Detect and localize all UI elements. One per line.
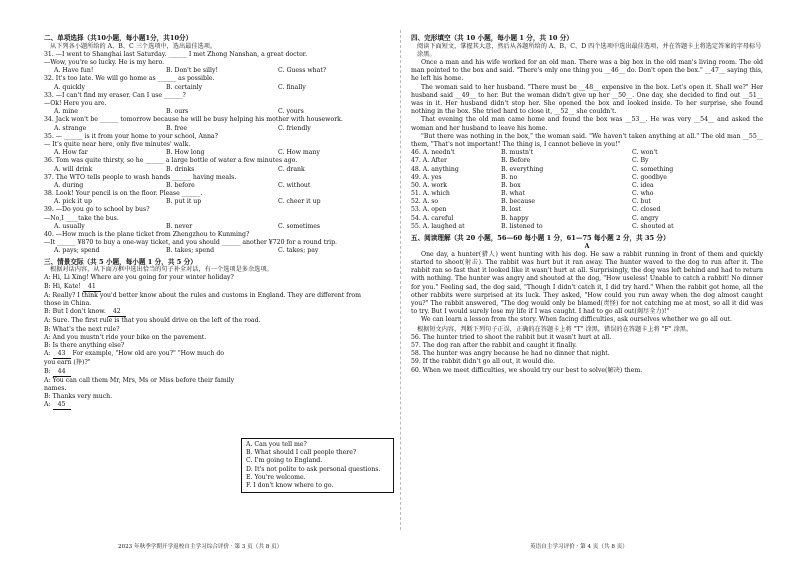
option: A. pays; spend (54, 247, 100, 255)
option: C. finally (278, 83, 306, 91)
option: C. How many (278, 149, 320, 157)
option: C. friendly (278, 124, 311, 132)
cloze-paragraph: "But there was nothing in the box," the woman said. "We haven't taken anything at all." The old man __55__ them, "That's not important! The thing is, I cannot believe in you!" (411, 132, 763, 148)
question-31-line2: —Wow, you're so lucky. He is my hero. (44, 59, 165, 67)
question-36-options (54, 166, 390, 174)
question-31-options (54, 67, 390, 75)
blank-45[interactable]: 45 (53, 401, 71, 410)
question-34-options (54, 125, 390, 133)
option: B. never (166, 222, 193, 230)
option: B. How long (166, 149, 205, 157)
cloze-paragraph: That evening the old man came home and found the box was __53__. He was very __54__ and asked the woman and her husband to leave his home. (411, 116, 763, 132)
option: C. sometimes (278, 222, 321, 230)
option: B. certainly (166, 83, 203, 91)
dialog-line: A: 45 (44, 401, 390, 410)
question-40-line1: 40. —How much is the plane ticket from Zhengzhou to Kunming? (44, 231, 250, 239)
question-37-options (54, 182, 390, 190)
dialog-line: B: 44 (44, 368, 390, 377)
dialog-line: A: Sure. The first rule is that you should drive on the left of the road. (44, 317, 261, 325)
box-option: B. What should I call people there? (246, 449, 357, 457)
box-option: A. Can you tell me? (246, 441, 307, 448)
right-page (411, 34, 763, 375)
cloze-options (411, 149, 763, 231)
box-option: C. I'm going to England. (246, 457, 323, 465)
left-footer: 2023 年秋季学期开学返校自主学习综合评价 · 第 3 页（共 8 页） (118, 543, 283, 550)
blank-44[interactable]: 44 (53, 368, 71, 377)
option: A. quickly (54, 83, 86, 91)
question-39-line2: —No,I ____take the bus. (44, 214, 119, 222)
cloze-row: 46. A. needn't B. mustn't C. won't (411, 149, 658, 157)
option: C. drank (278, 165, 305, 173)
option: C. cheer it up (278, 198, 321, 206)
question-31-line1: 31. —I went to Shanghai last Saturday. ______ I met Zhong Nanshan, a great doctor. (44, 50, 308, 58)
question-40-line2: —It ______ ¥870 to buy a one-way ticket, and you should ______ another ¥720 for a round trip. (44, 239, 338, 247)
cloze-row: 53. A. open B. lost C. closed (411, 206, 661, 214)
question-35-line2: — It's quite near here, only five minutes' walk. (44, 140, 191, 148)
cloze-row: 49. A. yes B. no C. goodbye (411, 173, 667, 181)
option: C. without (278, 181, 311, 189)
option: B. ours (166, 108, 189, 116)
option: A. Have fun! (54, 67, 94, 75)
right-footer: 英语自主学习评价 · 第 4 页（共 8 页） (530, 543, 628, 550)
cloze-row: 52. A. so B. because C. but (411, 198, 651, 206)
section-2-title: 二、单项选择（共10小题，每小题1分，共10分） (44, 34, 193, 42)
option: B. free (166, 124, 188, 132)
section-2-instructions: 从下列各小题所给的 A、B、C 三个选项中，选出最佳选项。 (50, 42, 217, 50)
question-32-options (54, 84, 390, 92)
option: A. How far (54, 149, 88, 157)
dialog-line: A: Really? I think you'd better know about the rules and customs in England. They are different from (44, 291, 362, 299)
section-4-instructions: 阅读下面短文，掌握其大意，然后从各题所给的 A、B、C、D 四个选项中选出最佳选项，并在答题卡上将选定答案的字母标号涂黑。 (417, 42, 762, 58)
option: B. before (166, 181, 195, 189)
question-35-options (54, 149, 390, 157)
dialog-line: B: What's the next rule? (44, 325, 120, 333)
dialog-line: B: Hi, Kate! 41 (44, 283, 390, 292)
box-option: D. It's not polite to ask personal questions. (246, 465, 381, 473)
question-39-line1: 39. —Do you go to school by bus? (44, 206, 150, 214)
section-3-instructions: 根据对话内容，从下面方框中选出恰当的句子补全对话，有一个选项是多余选项。 (50, 266, 273, 274)
cloze-paragraph: Once a man and his wife worked for an old man. There was a big box in the old man's living room. The old man pointed to the box and said. "There's only one thing you __46__ do. Don't open the box." __47__ saying this, he left his home. (411, 59, 763, 83)
question-40-options (54, 247, 390, 255)
question-38: 38. Look! Your pencil is on the floor. Please ______. (44, 190, 203, 198)
dialog-line: B: Is there anything else? (44, 341, 125, 349)
page-divider (400, 30, 401, 530)
option: C. Guess what? (278, 67, 327, 75)
dialog-line: those in China. (44, 300, 92, 308)
question-37: 37. The WTO tells people to wash hands ______ having meals. (44, 173, 237, 181)
option: A. strange (54, 124, 87, 132)
tf-statement: 57. The dog ran after the rabbit and caught it finally. (411, 341, 577, 349)
option: C. takes; pay (278, 247, 319, 255)
question-33-line2: —Ok! Here you are. (44, 100, 107, 108)
question-36: 36. Tom was quite thirsty, so he ______ a large bottle of water a few minutes ago. (44, 157, 298, 165)
dialog-line: names. (44, 384, 67, 392)
dialog-line: A: And you mustn't ride your bike on the pavement. (44, 333, 207, 341)
section-4-title: 四、完形填空（共 10 小题，每小题 1 分，共 10 分） (411, 34, 573, 42)
option: B. takes; spend (166, 247, 215, 255)
option: A. usually (54, 222, 85, 230)
question-35-line1: 35. — ______ is it from your home to your school, Anna? (44, 132, 218, 140)
blank-42[interactable]: 42 (108, 308, 126, 317)
dialog-line: A: You can call them Mr, Mrs, Ms or Miss before their family (44, 376, 235, 384)
option: A. during (54, 181, 84, 189)
story-paragraph: We can learn a lesson from the story. When facing difficulties, ask ourselves whether we go all out. (421, 316, 733, 324)
cloze-row: 51. A. which B. what C. who (411, 190, 654, 198)
question-33-options (54, 108, 390, 116)
question-32: 32. It's too late. We will go home as ______ as possible. (44, 75, 215, 83)
question-38-options (54, 198, 390, 206)
dialog-line: B: But I don't know. 42 (44, 308, 390, 317)
story-paragraph: One day, a hunter(猎人) went hunting with his dog. He saw a rabbit running in front of them and quickly started to shoot(射击). The rabbit was hurt but it ran away. The hunter waved to the dog to run after it. The rabbit ran so fast that it looked like it wasn't hurt at all. Surprisingly, the dog was left behind and had to return with nothing. The hunter was angry and shouted at the dog, "How useless! Unable to catch a rabbit! No dinner for you." Feeling sad, the dog said, "Though I didn't catch it, I did try hard." When the rabbit got home, all the other rabbits were surprised at its luck. They asked, "How could you run away when the dog almost caught you?" The rabbit answered, "The dog would only be blamed(责怪) for not catching me at most, so all it did was to try. But I would surely lose my life if I was caught. I had to go all out(竭尽全力)!" (411, 250, 763, 316)
option: B. Don't be silly! (166, 67, 218, 75)
section-3-title: 三、情景交际（共 5 小题，每小题 1 分，共 5 分） (44, 257, 197, 266)
cloze-row: 55. A. laughed at B. listened to C. shouted at (411, 222, 674, 230)
box-option: F. I don't know where to go. (246, 481, 334, 489)
options-box (241, 438, 394, 493)
dialog-line: A: 43 For example, "How old are you?" "How much do (44, 350, 240, 359)
blank-41[interactable]: 41 (83, 283, 101, 292)
option: A. pick it up (54, 198, 92, 206)
tf-statement: 59. If the rabbit didn't go all out, it would die. (411, 358, 555, 366)
box-option: E. You're welcome. (246, 473, 306, 481)
left-page (44, 34, 390, 410)
passage-letter: A (584, 242, 590, 250)
tf-statement: 60. When we meet difficulties, we should try our best to solve(解决) them. (411, 366, 643, 374)
cloze-paragraph: The woman said to her husband. "There must be __48__ expensive in the box. Let's open it. Shall we?" Her husband said __49__ to her. But the woman didn't give up her __50__. One day, she decided to find out __51__ was in it. Her husband didn't stop her. She opened the box and looked inside. To her surprise, she found nothing in the box. She tried hard to close it, __52__ she couldn't. (411, 83, 763, 116)
cloze-row: 47. A. After B. Before C. By (411, 157, 649, 165)
cloze-row: 50. A. work B. box C. idea (411, 181, 654, 189)
dialog-line: you earn (挣)?" (44, 359, 91, 367)
cloze-row: 48. A. anything B. everything C. something (411, 165, 674, 173)
section-5-title: 五、阅读理解（共 20 小题，56—60 每小题 1 分，61—75 每小题 2 分，共 35 分） (411, 234, 670, 243)
option: A. mine (54, 108, 78, 116)
question-34: 34. Jack won't be ______ tomorrow because he will be busy helping his mother with housework. (44, 116, 343, 124)
option: A. will drink (54, 165, 93, 173)
dialog-line: B: Thanks very much. (44, 393, 113, 401)
option: B. put it up (166, 198, 202, 206)
blank-43[interactable]: 43 (53, 350, 71, 359)
option: B. drinks (166, 165, 195, 173)
dialog-line: A: Hi, Li Xing! Where are you going for your winter holiday? (44, 274, 234, 282)
question-33-line1: 33. —I can't find my eraser. Can I use ______? (44, 91, 186, 99)
question-39-options (54, 223, 390, 231)
tf-statement: 58. The hunter was angry because he had no dinner that night. (411, 350, 610, 358)
option: C. yours (278, 108, 304, 116)
tf-statement: 56. The hunter tried to shoot the rabbit but it wasn't hurt at all. (411, 333, 612, 341)
true-false-instructions: 根据短文内容，判断下列句子正误，正确的在答题卡上将 "T" 涂黑，错误的在答题卡上将 "F" 涂黑。 (417, 325, 693, 333)
cloze-row: 54. A. careful B. happy C. angry (411, 214, 659, 222)
